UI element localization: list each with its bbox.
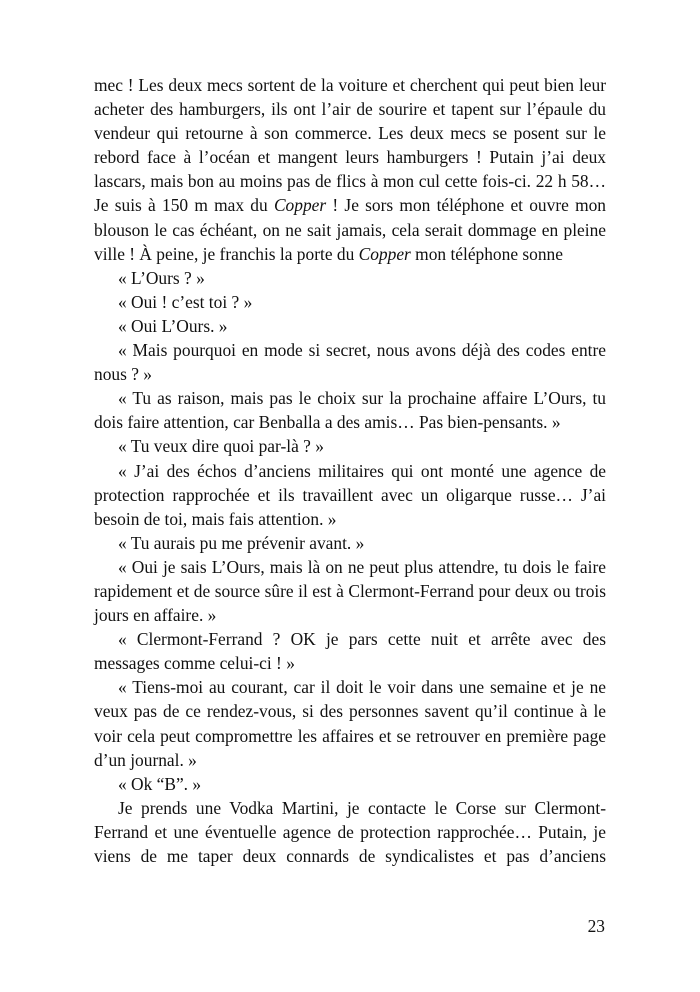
paragraph: [94, 772, 606, 796]
text-segment: « Ok “B”. »: [118, 773, 202, 794]
text-segment: ! Je sors mon téléphone et ouvre mon blouson le cas échéant, on ne sait jamais, cela serait dommage en pleine ville ! À peine, je franchis la porte du: [94, 195, 606, 264]
text-segment: « L’Ours ? »: [118, 267, 205, 288]
text-segment: « Tu aurais pu me prévenir avant. »: [118, 532, 365, 553]
paragraph: [94, 434, 606, 458]
paragraph: [94, 386, 606, 434]
paragraph: [94, 796, 606, 868]
body-text: [94, 73, 606, 868]
text-segment: « Tu veux dire quoi par-là ? »: [118, 436, 324, 457]
paragraph: [94, 338, 606, 386]
paragraph: [94, 675, 606, 771]
text-segment: mon téléphone sonne: [410, 243, 563, 264]
paragraph: [94, 531, 606, 555]
text-segment: « Tu as raison, mais pas le choix sur la prochaine affaire L’Ours, tu dois faire attention, car Benballa a des amis… Pas bien-pensants. »: [94, 388, 606, 433]
text-segment: « Tiens-moi au courant, car il doit le voir dans une semaine et je ne veux pas de ce rendez-vous, si des personnes savent qu’il continue à le voir cela peut compromettre les affaires et se retrouver en première page d’un journal. »: [94, 677, 606, 770]
paragraph: [94, 266, 606, 290]
text-segment: mec ! Les deux mecs sortent de la voiture et cherchent qui peut bien leur acheter des hamburgers, ils ont l’air de sourire et tapent sur l’épaule du vendeur qui retourne à son commerce. Les deux mecs se posent sur le rebord face à l’océan et mangent leurs hamburgers ! Putain j’ai deux lascars, mais bon au moins pas de flics à mon cul cette fois-ci. 22 h 58… Je suis à 150 m max du: [94, 75, 606, 216]
paragraph-continued: [94, 73, 606, 266]
italic-text: Copper: [273, 195, 327, 216]
text-segment: « J’ai des échos d’anciens militaires qui ont monté une agence de protection rapprochée et ils travaillent avec un oligarque russe… J’ai besoin de toi, mais fais attention. »: [94, 460, 606, 529]
text-segment: « Clermont-Ferrand ? OK je pars cette nuit et arrête avec des messages comme celui-ci ! »: [94, 629, 606, 674]
page-number: 23: [587, 916, 605, 936]
paragraph: [94, 314, 606, 338]
paragraph: [94, 290, 606, 314]
paragraph: [94, 627, 606, 675]
text-segment: Je prends une Vodka Martini, je contacte le Corse sur Clermont-Ferrand et une éventuelle agence de protection rapprochée… Putain, je viens de me taper deux connards de syndicalistes et pas d’anciens: [94, 797, 606, 866]
text-segment: « Oui L’Ours. »: [118, 315, 228, 336]
paragraph: [94, 555, 606, 627]
text-segment: « Mais pourquoi en mode si secret, nous avons déjà des codes entre nous ? »: [94, 340, 606, 385]
paragraph: [94, 459, 606, 531]
italic-text: Copper: [358, 243, 411, 264]
text-segment: « Oui ! c’est toi ? »: [118, 291, 253, 312]
text-segment: « Oui je sais L’Ours, mais là on ne peut plus attendre, tu dois le faire rapidement et de source sûre il est à Clermont-Ferrand pour deux ou trois jours en affaire. »: [94, 556, 606, 626]
